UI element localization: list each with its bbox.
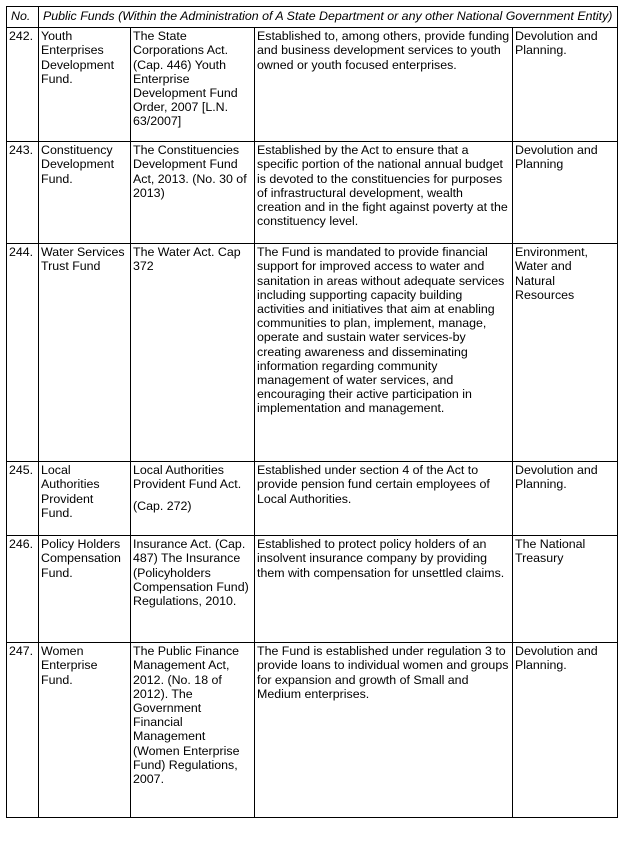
fund-purpose: Established by the Act to ensure that a specific portion of the national annual budget is devoted to the constituencies for purposes of infrastructural development, wealth creation and in the fight against poverty at the constituency level.	[255, 142, 513, 244]
governing-law	[131, 462, 255, 536]
law-chapter: (Cap. 272)	[133, 498, 192, 513]
row-number: 242.	[7, 28, 39, 142]
table-row	[7, 142, 618, 244]
law-text: The Constituencies Development Fund Act, 2013. (No. 30 of 2013)	[133, 143, 247, 200]
row-number: 244.	[7, 244, 39, 462]
table-row	[7, 244, 618, 462]
governing-law	[131, 244, 255, 462]
table-row	[7, 462, 618, 536]
fund-name: Local Authorities Provident Fund.	[39, 462, 131, 536]
responsible-department: The National Treasury	[513, 536, 618, 643]
row-number: 245.	[7, 462, 39, 536]
row-number: 243.	[7, 142, 39, 244]
fund-name: Youth Enterprises Development Fund.	[39, 28, 131, 142]
law-text: The Water Act. Cap 372	[133, 245, 241, 274]
governing-law	[131, 142, 255, 244]
fund-purpose: Established to protect policy holders of an insolvent insurance company by providing them with compensation for unsettled claims.	[255, 536, 513, 643]
fund-purpose: Established to, among others, provide funding and business development services to youth owned or youth focused enterprises.	[255, 28, 513, 142]
law-text: The State Corporations Act. (Cap. 446) Youth Enterprise Development Fund Order, 2007 [L.N. 63/2007]	[133, 29, 238, 129]
table-row	[7, 643, 618, 818]
fund-name: Policy Holders Compensation Fund.	[39, 536, 131, 643]
fund-purpose: Established under section 4 of the Act to provide pension fund certain employees of Local Authorities.	[255, 462, 513, 536]
governing-law	[131, 28, 255, 142]
table-title-header: Public Funds (Within the Administration of A State Department or any other National Government Entity)	[39, 7, 618, 28]
fund-name: Constituency Development Fund.	[39, 142, 131, 244]
number-column-header: No.	[7, 7, 39, 28]
fund-name: Women Enterprise Fund.	[39, 643, 131, 818]
governing-law	[131, 643, 255, 818]
responsible-department: Devolution and Planning.	[513, 643, 618, 818]
responsible-department: Devolution and Planning	[513, 142, 618, 244]
table-header-row	[7, 7, 618, 28]
responsible-department: Devolution and Planning.	[513, 28, 618, 142]
fund-purpose: The Fund is mandated to provide financial support for improved access to water and sanitation in areas without adequate services including supporting capacity building activities and initiatives that aim at enabling communities to plan, implement, manage, operate and sustain water services-by creating awareness and disseminating information regarding community management of water services, and encouraging their active participation in implementation and management.	[255, 244, 513, 462]
table-row	[7, 28, 618, 142]
law-text: The Public Finance Management Act, 2012. (No. 18 of 2012). The Government Financial Management (Women Enterprise Fund) Regulations, 2007.	[133, 644, 240, 787]
row-number: 246.	[7, 536, 39, 643]
law-text: Insurance Act. (Cap. 487) The Insurance (Policyholders Compensation Fund) Regulations, 2010.	[133, 537, 249, 609]
responsible-department: Devolution and Planning.	[513, 462, 618, 536]
fund-name: Water Services Trust Fund	[39, 244, 131, 462]
public-funds-table	[6, 6, 618, 818]
governing-law	[131, 536, 255, 643]
row-number: 247.	[7, 643, 39, 818]
law-text: Local Authorities Provident Fund Act.	[133, 463, 242, 492]
fund-purpose: The Fund is established under regulation 3 to provide loans to individual women and groups for expansion and growth of Small and Medium enterprises.	[255, 643, 513, 818]
table-row	[7, 536, 618, 643]
responsible-department: Environment, Water and Natural Resources	[513, 244, 618, 462]
